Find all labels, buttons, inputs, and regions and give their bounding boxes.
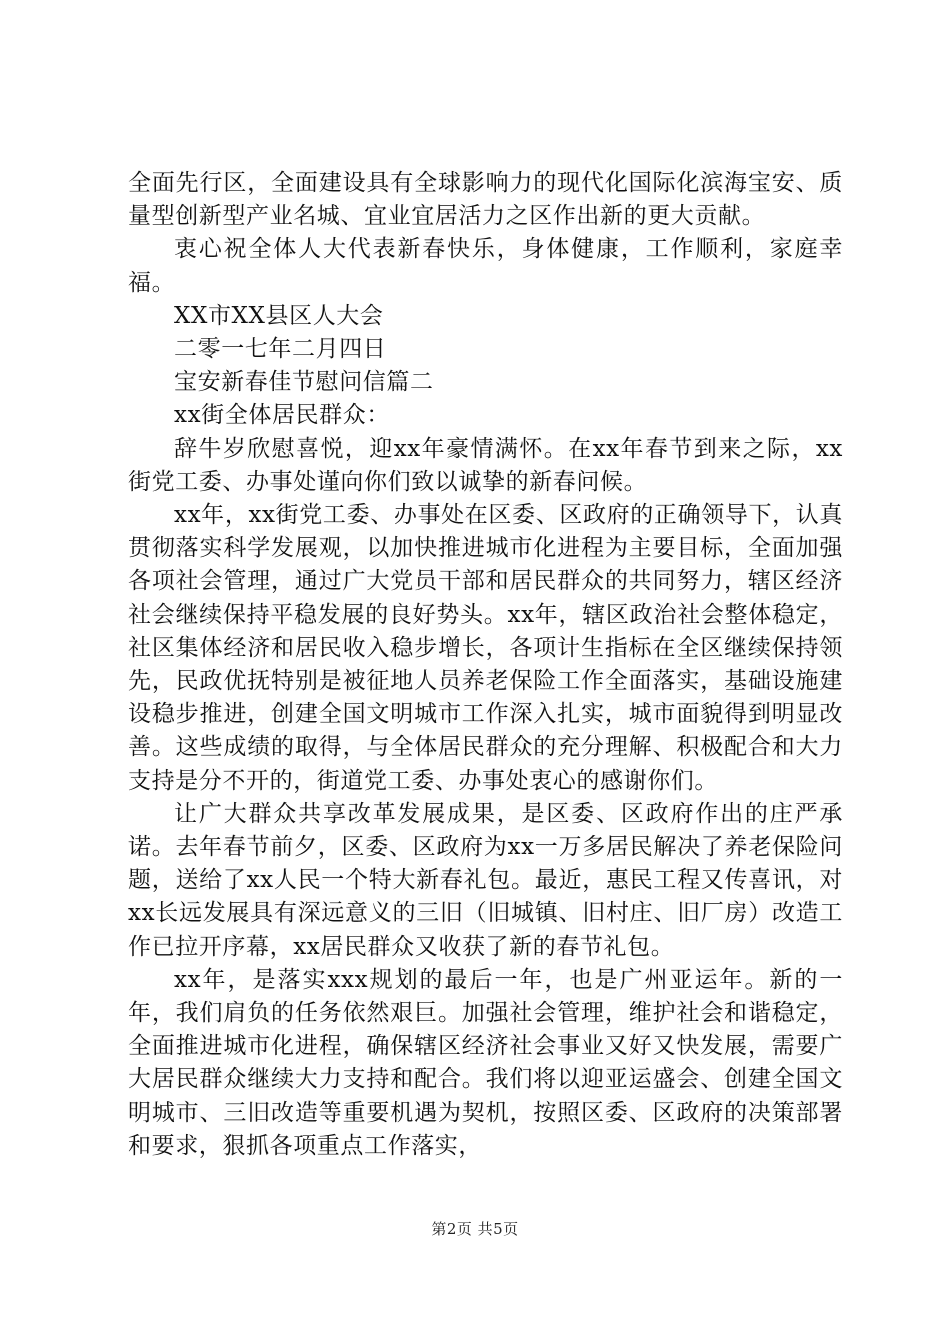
paragraph-new-year-wishes: 衷心祝全体人大代表新春快乐，身体健康，工作顺利，家庭幸福。 (128, 236, 843, 296)
paragraph-new-year-tasks: xx年，是落实xxx规划的最后一年，也是广州亚运年。新的一年，我们肩负的任务依然艰巨。加强社会管理，维护社会和谐稳定，全面推进城市化进程，确保辖区经济社会事业又好又快发展，需要广大居民群众继续大力支持和配合。我们将以迎亚运盛会、创建全国文明城市、三旧改造等重要机遇为契机，按照区委、区政府的决策部署和要求，狠抓各项重点工作落实， (128, 966, 843, 1159)
paragraph-greeting: 辞牛岁欣慰喜悦，迎xx年豪情满怀。在xx年春节到来之际，xx街党工委、办事处谨向你们致以诚挚的新春问候。 (128, 435, 843, 495)
document-body (128, 167, 843, 1163)
paragraph-reform-benefits: 让广大群众共享改革发展成果，是区委、区政府作出的庄严承诺。去年春节前夕，区委、区政府为xx一万多居民解决了养老保险问题，送给了xx人民一个特大新春礼包。最近，惠民工程又传喜讯，对xx长远发展具有深远意义的三旧（旧城镇、旧村庄、旧厂房）改造工作已拉开序幕，xx居民群众又收获了新的春节礼包。 (128, 800, 843, 960)
page-number-footer: 第2页 共5页 (431, 1220, 519, 1238)
paragraph-closing-goal: 全面先行区，全面建设具有全球影响力的现代化国际化滨海宝安、质量型创新型产业名城、宜业宜居活力之区作出新的更大贡献。 (128, 170, 843, 230)
signature-organization: XX市XX县区人大会 (174, 302, 384, 329)
paragraph-achievements: xx年，xx街党工委、办事处在区委、区政府的正确领导下，认真贯彻落实科学发展观，以加快推进城市化进程为主要目标，全面加强各项社会管理，通过广大党员干部和居民群众的共同努力，辖区经济社会继续保持平稳发展的良好势头。xx年，辖区政治社会整体稳定，社区集体经济和居民收入稳步增长，各项计生指标在全区继续保持领先，民政优抚特别是被征地人员养老保险工作全面落实，基础设施建设稳步推进，创建全国文明城市工作深入扎实，城市面貌得到明显改善。这些成绩的取得，与全体居民群众的充分理解、积极配合和大力支持是分不开的，街道党工委、办事处衷心的感谢你们。 (128, 502, 843, 794)
letter-salutation: xx街全体居民群众： (174, 402, 390, 429)
signature-date: 二零一七年二月四日 (174, 336, 387, 363)
section-title: 宝安新春佳节慰问信篇二 (174, 369, 434, 396)
